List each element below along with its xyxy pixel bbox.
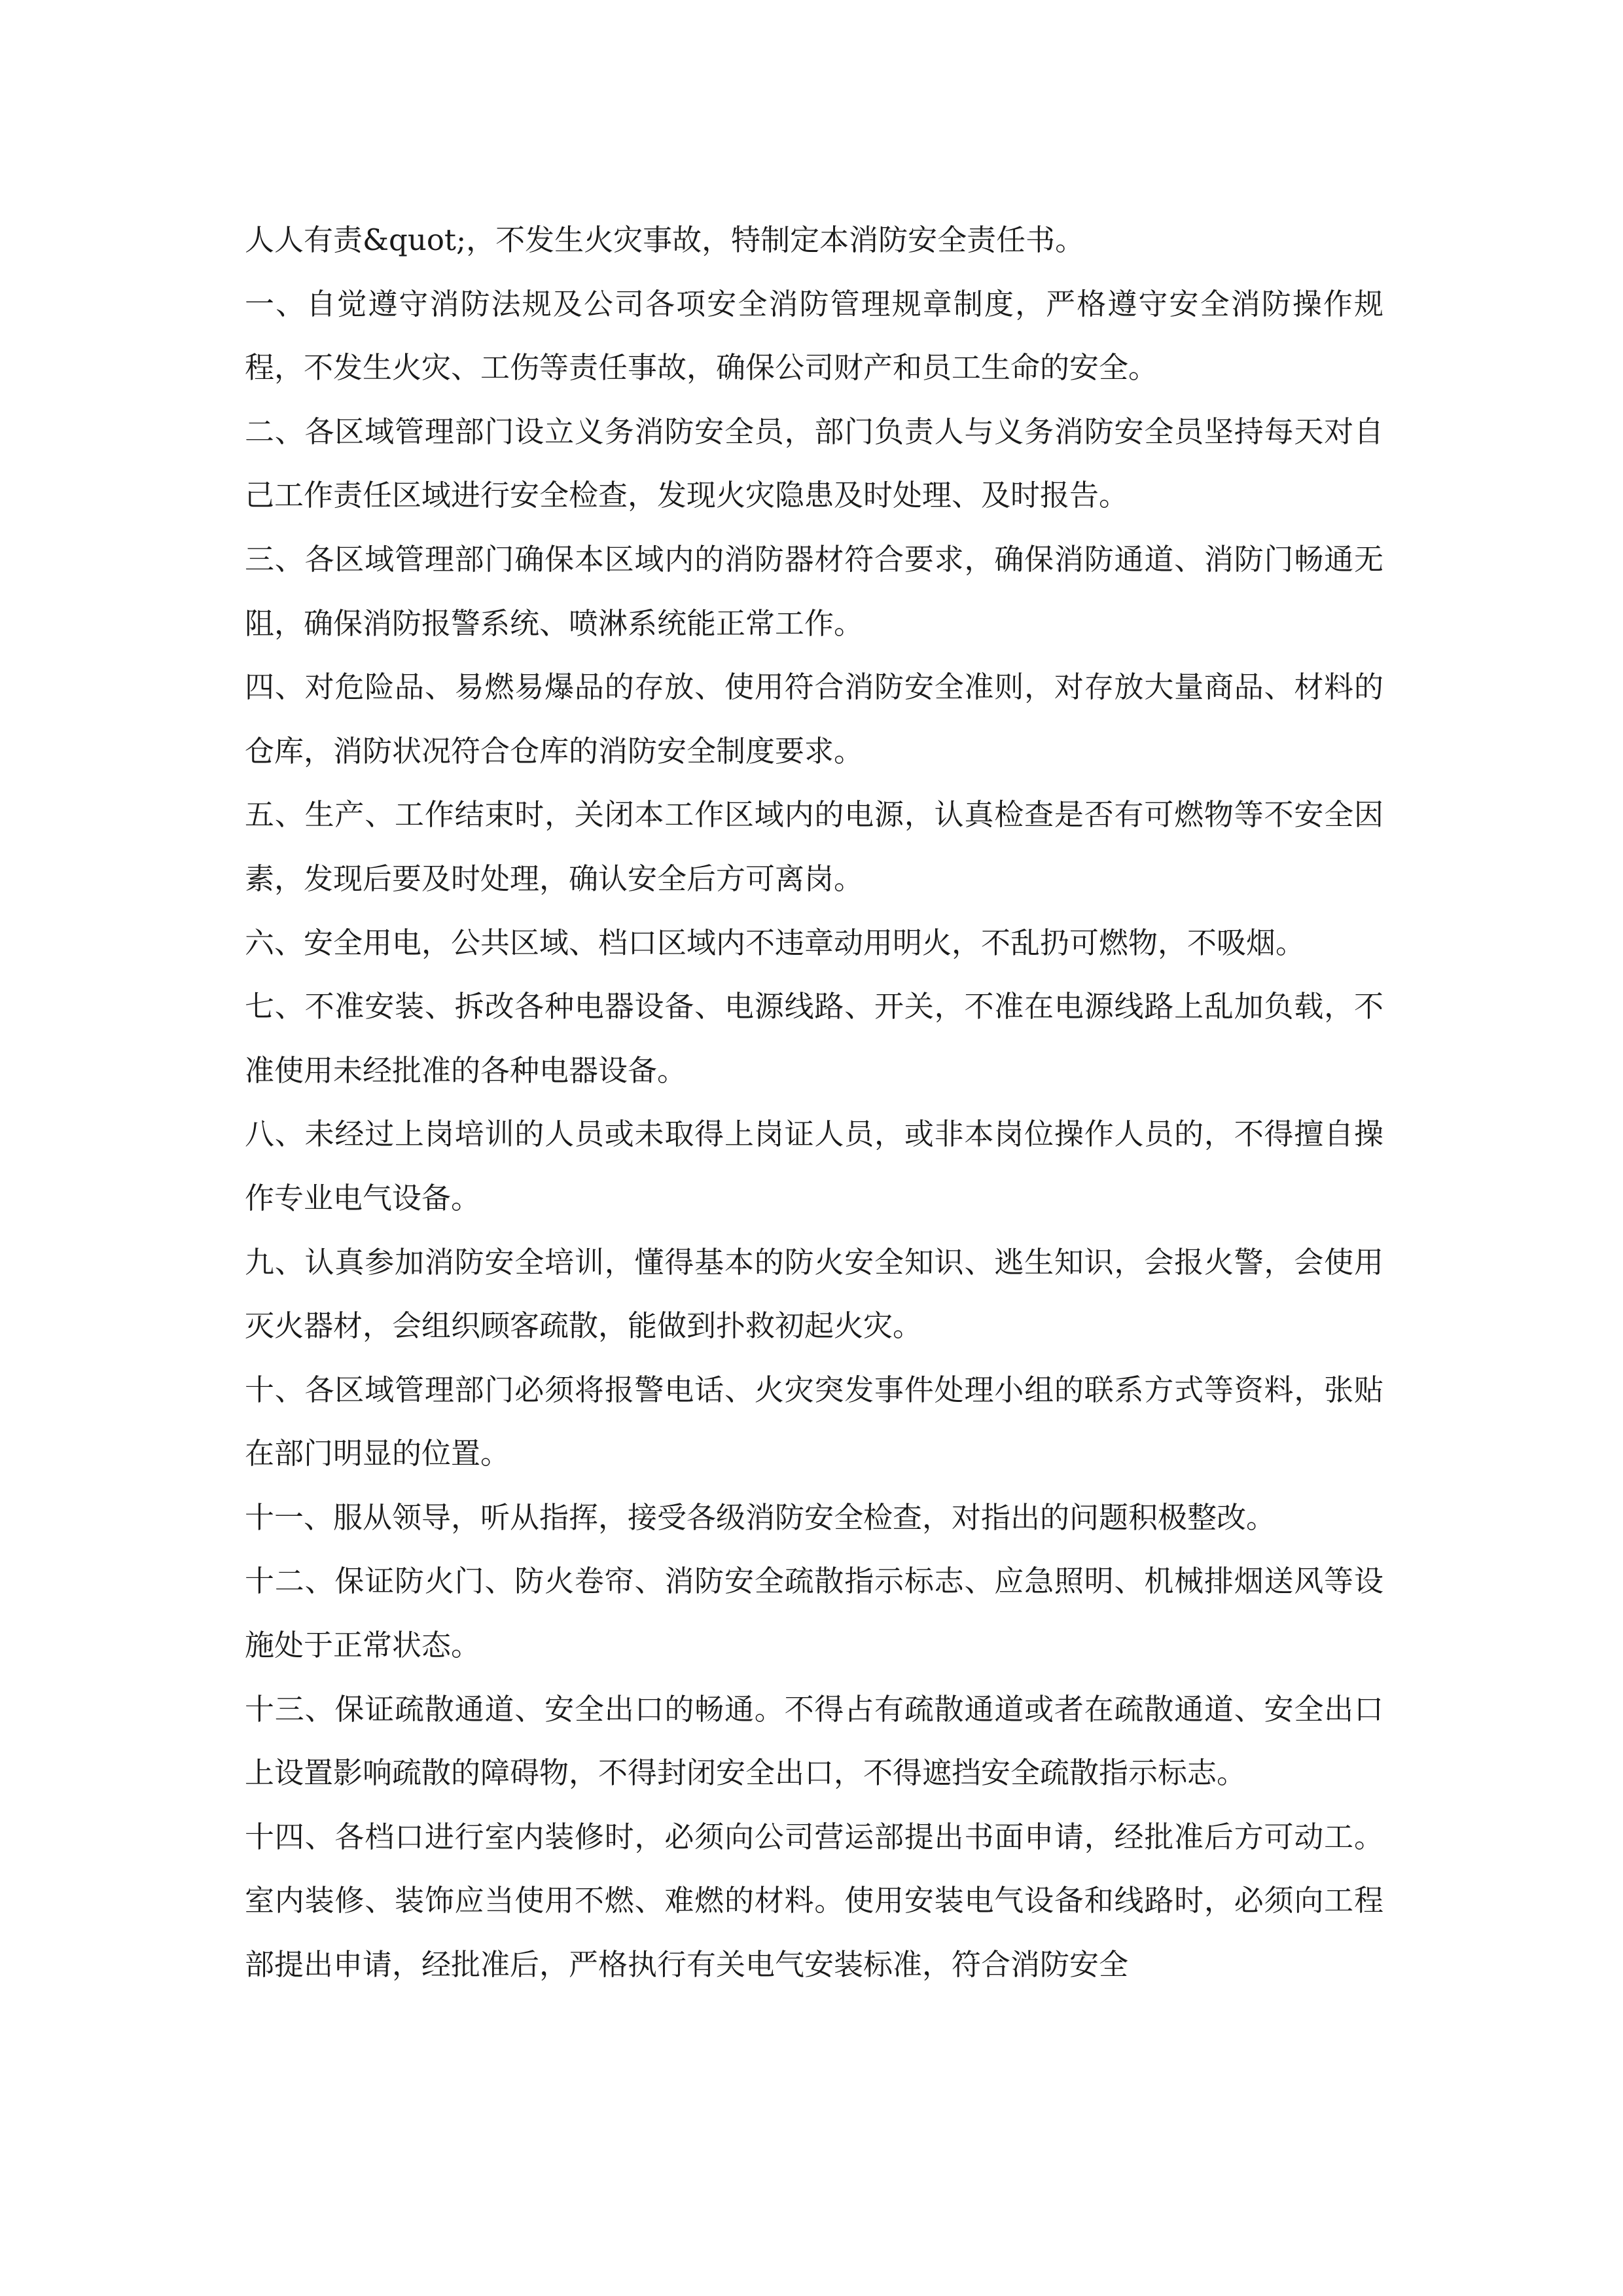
paragraph-item-14: 十四、各档口进行室内装修时，必须向公司营运部提出书面申请，经批准后方可动工。室内装修、装饰应当使用不燃、难燃的材料。使用安装电气设备和线路时，必须向工程部提出申请，经批准后，严格执行有关电气安装标准，符合消防安全 bbox=[245, 1819, 1383, 1982]
paragraph-item-11: 十一、服从领导，听从指挥，接受各级消防安全检查，对指出的问题积极整改。 bbox=[245, 1499, 1276, 1535]
paragraph-item-2: 二、各区域管理部门设立义务消防安全员，部门负责人与义务消防安全员坚持每天对自己工作责任区域进行安全检查，发现火灾隐患及时处理、及时报告。 bbox=[245, 414, 1383, 513]
paragraph-item-9: 九、认真参加消防安全培训，懂得基本的防火安全知识、逃生知识，会报火警，会使用灭火器材，会组织顾客疏散，能做到扑救初起火灾。 bbox=[245, 1244, 1383, 1344]
paragraph-item-6: 六、安全用电，公共区域、档口区域内不违章动用明火，不乱扔可燃物，不吸烟。 bbox=[245, 925, 1306, 960]
paragraph-item-5: 五、生产、工作结束时，关闭本工作区域内的电源，认真检查是否有可燃物等不安全因素，发现后要及时处理，确认安全后方可离岗。 bbox=[245, 797, 1383, 896]
document-body bbox=[245, 208, 1383, 1997]
paragraph-item-10: 十、各区域管理部门必须将报警电话、火灾突发事件处理小组的联系方式等资料，张贴在部门明显的位置。 bbox=[245, 1372, 1383, 1471]
paragraph-item-4: 四、对危险品、易燃易爆品的存放、使用符合消防安全准则，对存放大量商品、材料的仓库，消防状况符合仓库的消防安全制度要求。 bbox=[245, 670, 1383, 768]
paragraph-item-8: 八、未经过上岗培训的人员或未取得上岗证人员，或非本岗位操作人员的，不得擅自操作专业电气设备。 bbox=[245, 1117, 1383, 1215]
paragraph-item-13: 十三、保证疏散通道、安全出口的畅通。不得占有疏散通道或者在疏散通道、安全出口上设置影响疏散的障碍物，不得封闭安全出口，不得遮挡安全疏散指示标志。 bbox=[245, 1691, 1383, 1791]
paragraph-item-7: 七、不准安装、拆改各种电器设备、电源线路、开关，不准在电源线路上乱加负载，不准使用未经批准的各种电器设备。 bbox=[245, 989, 1383, 1088]
paragraph-item-12: 十二、保证防火门、防火卷帘、消防安全疏散指示标志、应急照明、机械排烟送风等设施处于正常状态。 bbox=[245, 1564, 1383, 1663]
paragraph-item-1: 一、自觉遵守消防法规及公司各项安全消防管理规章制度，严格遵守安全消防操作规程，不发生火灾、工伤等责任事故，确保公司财产和员工生命的安全。 bbox=[245, 286, 1383, 386]
paragraph-item-3: 三、各区域管理部门确保本区域内的消防器材符合要求，确保消防通道、消防门畅通无阻，确保消防报警系统、喷淋系统能正常工作。 bbox=[245, 541, 1383, 641]
paragraph-intro: 人人有责&quot;，不发生火灾事故，特制定本消防安全责任书。 bbox=[245, 223, 1085, 257]
